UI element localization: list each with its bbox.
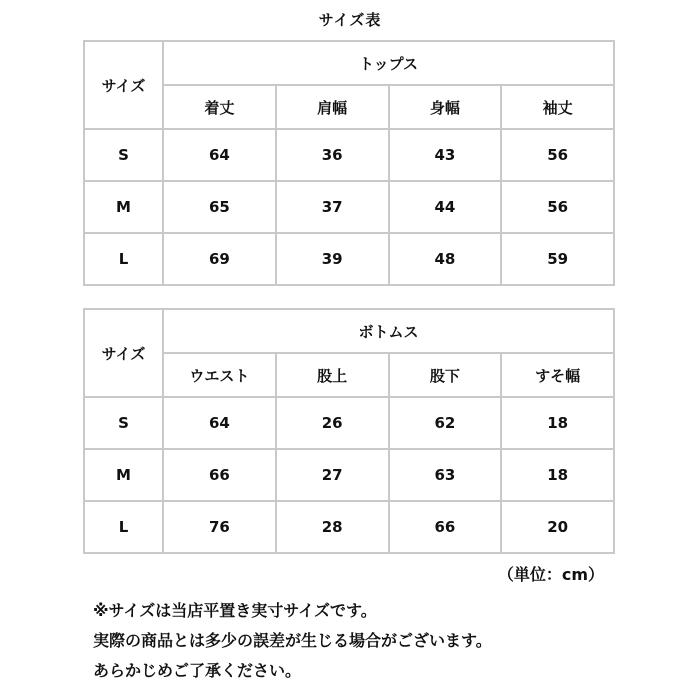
tops-column-row [84, 85, 614, 129]
table-cell: 26 [276, 397, 389, 449]
size-label: S [84, 129, 163, 181]
size-label: L [84, 501, 163, 553]
table-cell: 62 [389, 397, 502, 449]
table-row [84, 233, 614, 285]
bottoms-column-row [84, 353, 614, 397]
table-cell: 37 [276, 181, 389, 233]
table-cell: 18 [501, 449, 614, 501]
table-cell: 27 [276, 449, 389, 501]
table-cell: 76 [163, 501, 276, 553]
tops-size-table [83, 40, 615, 286]
table-row [84, 181, 614, 233]
size-label: M [84, 449, 163, 501]
table-cell: 65 [163, 181, 276, 233]
size-label: S [84, 397, 163, 449]
tops-column-header: 袖丈 [501, 85, 614, 129]
table-cell: 69 [163, 233, 276, 285]
bottoms-group-header: ボトムス [163, 309, 614, 353]
table-cell: 20 [501, 501, 614, 553]
bottoms-column-header: すそ幅 [501, 353, 614, 397]
tops-size-header: サイズ [84, 41, 163, 129]
table-row [84, 397, 614, 449]
table-cell: 48 [389, 233, 502, 285]
note-line: ※サイズは当店平置き実寸サイズです。 [93, 601, 377, 620]
note-line: 実際の商品とは多少の誤差が生じる場合がございます。 [93, 631, 492, 650]
table-cell: 28 [276, 501, 389, 553]
table-cell: 39 [276, 233, 389, 285]
table-cell: 44 [389, 181, 502, 233]
size-label: L [84, 233, 163, 285]
bottoms-size-header: サイズ [84, 309, 163, 397]
table-row [84, 129, 614, 181]
tops-column-header: 肩幅 [276, 85, 389, 129]
tops-group-header: トップス [163, 41, 614, 85]
notes [93, 596, 492, 686]
size-label: M [84, 181, 163, 233]
table-cell: 36 [276, 129, 389, 181]
table-row [84, 449, 614, 501]
table-cell: 56 [501, 181, 614, 233]
tops-column-header: 身幅 [389, 85, 502, 129]
table-cell: 66 [163, 449, 276, 501]
bottoms-column-header: ウエスト [163, 353, 276, 397]
tops-column-header: 着丈 [163, 85, 276, 129]
unit-note: （単位：cm） [497, 565, 604, 584]
note-line: あらかじめご了承ください。 [93, 661, 302, 680]
table-cell: 18 [501, 397, 614, 449]
table-cell: 59 [501, 233, 614, 285]
page-title: サイズ表 [318, 11, 382, 29]
table-cell: 64 [163, 129, 276, 181]
bottoms-column-header: 股下 [389, 353, 502, 397]
table-cell: 63 [389, 449, 502, 501]
bottoms-column-header: 股上 [276, 353, 389, 397]
table-cell: 43 [389, 129, 502, 181]
tops-header-row [84, 41, 614, 85]
table-cell: 64 [163, 397, 276, 449]
table-cell: 56 [501, 129, 614, 181]
table-row [84, 501, 614, 553]
table-cell: 66 [389, 501, 502, 553]
bottoms-size-table [83, 308, 615, 554]
bottoms-header-row [84, 309, 614, 353]
